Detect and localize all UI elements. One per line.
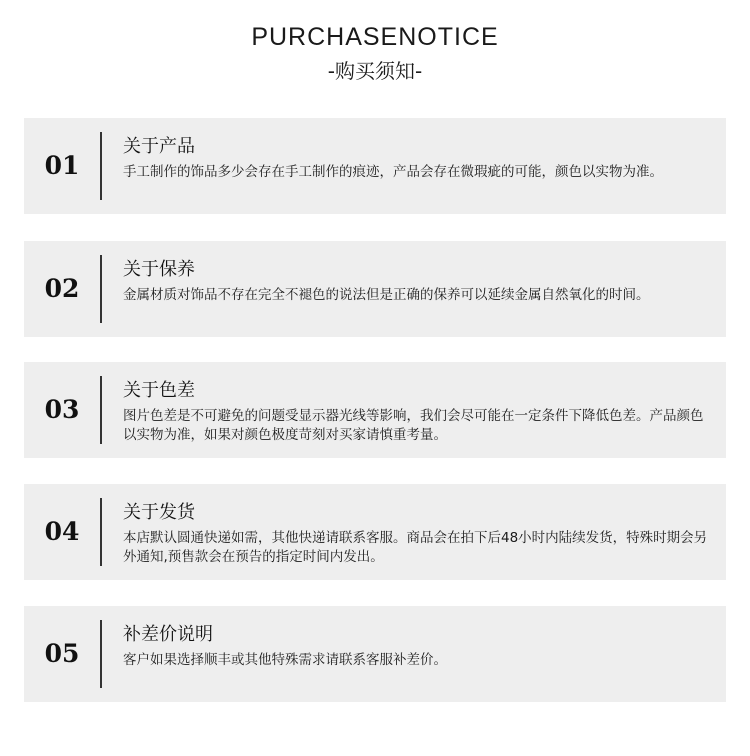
notice-heading: 关于产品 [123, 136, 195, 157]
notice-heading: 关于色差 [123, 380, 195, 401]
notice-card-color-difference [24, 362, 726, 458]
notice-number: 01 [44, 151, 80, 180]
notice-card-shipping [24, 484, 726, 580]
notice-card-maintenance [24, 241, 726, 337]
notice-card-product [24, 118, 726, 214]
notice-number: 02 [44, 274, 80, 303]
notice-heading: 补差价说明 [123, 624, 213, 645]
notice-body: 金属材质对饰品不存在完全不褪色的说法但是正确的保养可以延续金属自然氧化的时间。 [123, 287, 650, 303]
notice-heading: 关于保养 [123, 259, 195, 280]
notice-card-price-difference [24, 606, 726, 702]
notice-body: 手工制作的饰品多少会存在手工制作的痕迹，产品会存在微瑕疵的可能，颜色以实物为准。 [123, 164, 663, 180]
page-title-english: PURCHASENOTICE [251, 23, 499, 51]
notice-number: 03 [44, 395, 80, 424]
notice-body: 本店默认圆通快递如需，其他快递请联系客服。商品会在拍下后48小时内陆续发货，特殊时期会另外通知,预售款会在预告的指定时间内发出。 [123, 530, 708, 565]
notice-body: 客户如果选择顺丰或其他特殊需求请联系客服补差价。 [123, 652, 447, 668]
vertical-divider [100, 498, 102, 566]
vertical-divider [100, 376, 102, 444]
vertical-divider [100, 132, 102, 200]
notice-number: 04 [44, 517, 80, 546]
notice-heading: 关于发货 [123, 502, 195, 523]
notice-body: 图片色差是不可避免的问题受显示器光线等影响，我们会尽可能在一定条件下降低色差。产品颜色以实物为准，如果对颜色极度苛刻对买家请慎重考量。 [123, 408, 704, 443]
page-title-chinese: -购买须知- [327, 59, 423, 83]
vertical-divider [100, 255, 102, 323]
vertical-divider [100, 620, 102, 688]
notice-number: 05 [44, 639, 80, 668]
